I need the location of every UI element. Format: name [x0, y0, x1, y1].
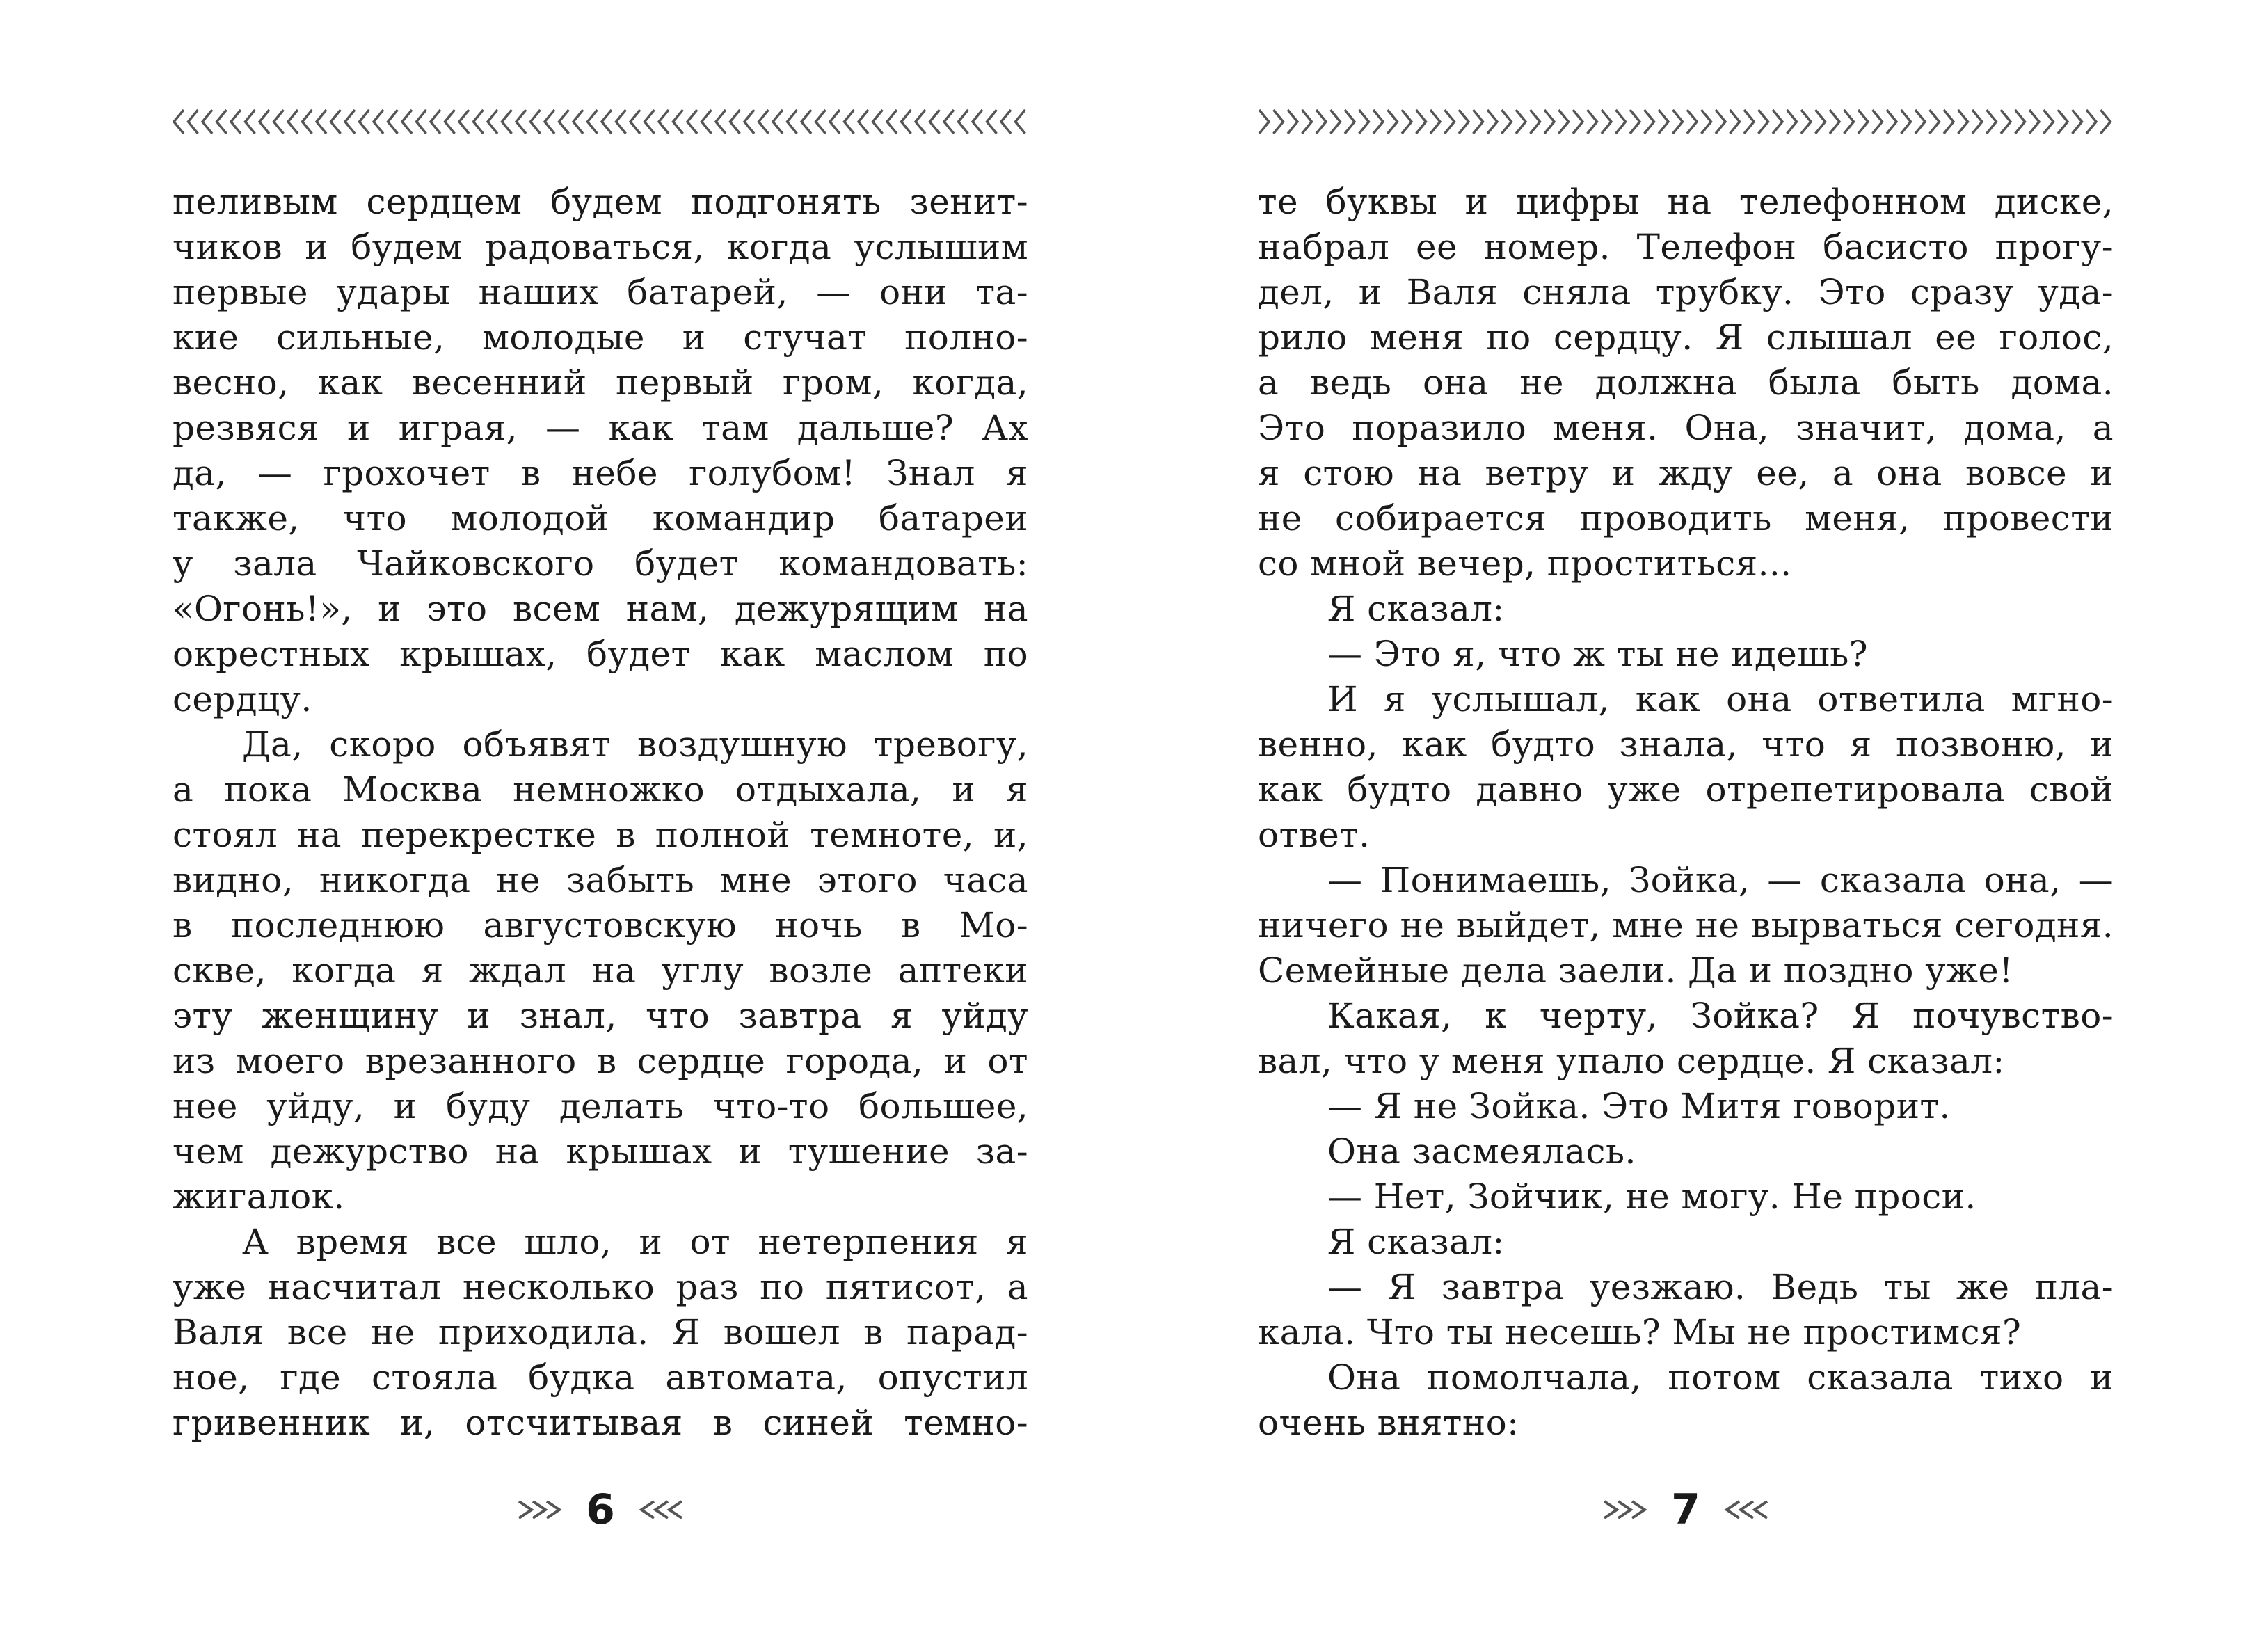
chevron-mark — [1531, 110, 1540, 134]
chevron-mark — [959, 110, 968, 134]
text-line: А время все шло, и от нетерпения я — [242, 1222, 1028, 1262]
chevron-mark — [488, 110, 497, 134]
text-line: — Это я, что ж ты не идешь? — [1327, 634, 1868, 674]
chevron-mark — [1630, 110, 1640, 134]
text-line: кала. Что ты несешь? Мы не простимся? — [1258, 1312, 2022, 1352]
text-line: сердцу. — [173, 679, 312, 719]
text-line: те буквы и цифры на телефонном диске, — [1258, 182, 2114, 222]
chevron-mark — [1359, 110, 1369, 134]
chevron-mark — [417, 110, 426, 134]
text-line: Она помолчала, потом сказала тихо и — [1327, 1357, 2114, 1398]
text-line: также, что молодой командир батареи — [173, 498, 1028, 538]
chevron-mark — [1887, 110, 1896, 134]
chevron-mark — [388, 110, 398, 134]
chevron-mark — [1830, 110, 1839, 134]
text-line: Это поразило меня. Она, значит, дома, а — [1258, 408, 2114, 448]
chevron-mark — [1302, 110, 1312, 134]
chevron-mark — [2101, 110, 2111, 134]
chevron-mark — [902, 110, 911, 134]
chevron-mark — [1487, 110, 1497, 134]
chevron-mark — [716, 110, 726, 134]
chevron-mark — [1402, 110, 1412, 134]
chevron-mark — [687, 110, 697, 134]
chevron-mark — [759, 110, 769, 134]
page-number: 6 — [586, 1485, 615, 1534]
chevron-mark — [1958, 110, 1968, 134]
chevron-mark — [873, 110, 883, 134]
chevron-mark — [231, 110, 241, 134]
chevron-mark — [502, 110, 512, 134]
text-line: — Я не Зойка. Это Митя говорит. — [1327, 1086, 1951, 1126]
chevron-mark — [402, 110, 412, 134]
text-line: скве, когда я ждал на углу возле аптеки — [173, 950, 1028, 991]
chevron-mark — [816, 110, 826, 134]
chevron-mark — [730, 110, 740, 134]
text-line: чиков и будем радоваться, когда услышим — [173, 227, 1028, 267]
chevron-mark — [2015, 110, 2025, 134]
text-line: ничего не выйдет, мне не вырваться сегодня. — [1258, 905, 2114, 945]
triple-chevron-right-icon — [516, 1496, 565, 1524]
chevron-mark — [317, 110, 326, 134]
text-line: И я услышал, как она ответила мгно- — [1327, 679, 2114, 719]
chevron-mark — [916, 110, 925, 134]
chevron-mark — [1274, 110, 1284, 134]
chevron-mark — [1474, 110, 1483, 134]
chevron-mark — [246, 110, 255, 134]
chevron-mark — [202, 110, 212, 134]
chevron-mark — [1373, 110, 1383, 134]
chevron-mark — [545, 110, 554, 134]
chevron-mark — [1559, 110, 1569, 134]
chevron-mark — [2001, 110, 2011, 134]
chevron-mark — [616, 110, 626, 134]
chevron-mark — [2073, 110, 2082, 134]
chevron-mark — [973, 110, 982, 134]
text-line: кие сильные, молодые и стучат полно- — [173, 317, 1028, 358]
chevron-mark — [1445, 110, 1455, 134]
chevron-mark — [1844, 110, 1854, 134]
chevron-mark — [1388, 110, 1398, 134]
chevron-mark — [274, 110, 284, 134]
text-line: вал, что у меня упало сердце. Я сказал: — [1258, 1041, 2005, 1081]
text-line: Она засмеялась. — [1327, 1131, 1636, 1172]
chevron-mark — [859, 110, 868, 134]
chevron-mark — [1416, 110, 1426, 134]
chevron-mark — [1602, 110, 1611, 134]
text-line: ное, где стояла будка автомата, опустил — [173, 1357, 1028, 1398]
text-line: резвяся и играя, — как там дальше? Ах — [173, 408, 1028, 448]
chevron-mark — [331, 110, 341, 134]
chevron-mark — [1801, 110, 1811, 134]
chevron-mark — [887, 110, 897, 134]
chevron-mark — [374, 110, 383, 134]
chevron-mark — [303, 110, 312, 134]
chevron-mark — [2058, 110, 2068, 134]
text-line: со мной вечер, проститься... — [1258, 543, 1792, 584]
chevron-mark — [1915, 110, 1925, 134]
text-line: Да, скоро объявят воздушную тревогу, — [242, 724, 1028, 765]
chevron-mark — [801, 110, 811, 134]
text-line: очень внятно: — [1258, 1403, 1519, 1443]
chevron-mark — [773, 110, 783, 134]
chevron-mark — [702, 110, 712, 134]
text-line: а ведь она не должна была быть дома. — [1258, 362, 2114, 403]
chevron-mark — [788, 110, 797, 134]
chevron-mark — [217, 110, 227, 134]
chevron-mark — [459, 110, 469, 134]
chevron-mark — [174, 110, 184, 134]
text-line: да, — грохочет в небе голубом! Знал я — [173, 453, 1028, 493]
chevron-mark — [2044, 110, 2054, 134]
triple-chevron-left-icon — [1721, 1496, 1770, 1524]
chevron-mark — [645, 110, 655, 134]
chevron-mark — [445, 110, 455, 134]
text-line: Семейные дела заели. Да и поздно уже! — [1258, 950, 2013, 991]
chevron-left-ornament-icon — [173, 104, 1028, 139]
text-line: я стою на ветру и жду ее, а она вовсе и — [1258, 453, 2114, 493]
chevron-mark — [1430, 110, 1440, 134]
chevron-mark — [531, 110, 541, 134]
left-page — [173, 0, 1028, 1644]
chevron-right-ornament-icon — [1258, 104, 2114, 139]
text-line: гривенник и, отсчитывая в синей темно- — [173, 1403, 1028, 1443]
text-line: венно, как будто знала, что я позвоню, и — [1258, 724, 2114, 765]
chevron-mark — [1673, 110, 1683, 134]
chevron-mark — [1544, 110, 1554, 134]
chevron-mark — [1316, 110, 1326, 134]
chevron-mark — [1944, 110, 1954, 134]
text-line: рило меня по сердцу. Я слышал ее голос, — [1258, 317, 2114, 358]
chevron-mark — [1345, 110, 1355, 134]
chevron-mark — [559, 110, 569, 134]
chevron-mark — [1901, 110, 1911, 134]
text-line: уже насчитал несколько раз по пятисот, а — [173, 1267, 1028, 1307]
chevron-mark — [987, 110, 997, 134]
text-line: — Я завтра уезжаю. Ведь ты же пла- — [1327, 1267, 2114, 1307]
text-line: в последнюю августовскую ночь в Мо- — [173, 905, 1028, 945]
chevron-mark — [1759, 110, 1768, 134]
page-number-footer — [173, 1482, 1028, 1538]
triple-chevron-right-icon — [1602, 1496, 1650, 1524]
text-line: весно, как весенний первый гром, когда, — [173, 362, 1028, 403]
chevron-mark — [1687, 110, 1697, 134]
text-line: как будто давно уже отрепетировала свой — [1258, 769, 2114, 810]
triple-chevron-left-icon — [636, 1496, 685, 1524]
text-line: пеливым сердцем будем подгонять зенит- — [173, 182, 1028, 222]
chevron-mark — [345, 110, 355, 134]
text-line: у зала Чайковского будет командовать: — [173, 543, 1028, 584]
chevron-mark — [1516, 110, 1526, 134]
text-line: Какая, к черту, Зойка? Я почувство- — [1327, 996, 2114, 1036]
chevron-mark — [1773, 110, 1782, 134]
chevron-mark — [1016, 110, 1025, 134]
chevron-mark — [845, 110, 854, 134]
chevron-mark — [1659, 110, 1668, 134]
chevron-mark — [1787, 110, 1797, 134]
left-page-text — [173, 179, 1028, 1446]
chevron-mark — [189, 110, 198, 134]
text-line: жигалок. — [173, 1176, 345, 1217]
chevron-mark — [1645, 110, 1654, 134]
chevron-mark — [474, 110, 484, 134]
chevron-mark — [1588, 110, 1597, 134]
chevron-mark — [1730, 110, 1740, 134]
chevron-mark — [1972, 110, 1982, 134]
chevron-mark — [930, 110, 940, 134]
text-line: — Нет, Зойчик, не могу. Не проси. — [1327, 1176, 1976, 1217]
text-line: эту женщину и знал, что завтра я уйду — [173, 996, 1028, 1036]
text-line: а пока Москва немножко отдыхала, и я — [173, 769, 1028, 810]
text-line: «Огонь!», и это всем нам, дежурящим на — [173, 589, 1028, 629]
chevron-mark — [1259, 110, 1269, 134]
chevron-mark — [1616, 110, 1626, 134]
chevron-mark — [1873, 110, 1883, 134]
chevron-mark — [1858, 110, 1868, 134]
chevron-mark — [360, 110, 369, 134]
text-line: видно, никогда не забыть мне этого часа — [173, 860, 1028, 900]
text-line: Я сказал: — [1327, 589, 1505, 629]
chevron-mark — [744, 110, 754, 134]
text-line: Я сказал: — [1327, 1222, 1505, 1262]
page-number-footer — [1258, 1482, 2114, 1538]
text-line: дел, и Валя сняла трубку. Это сразу уда- — [1258, 272, 2114, 312]
chevron-mark — [1716, 110, 1725, 134]
chevron-mark — [1930, 110, 1940, 134]
chevron-mark — [1702, 110, 1711, 134]
chevron-mark — [1816, 110, 1826, 134]
chevron-mark — [1744, 110, 1754, 134]
chevron-mark — [602, 110, 612, 134]
text-line: чем дежурство на крышах и тушение за- — [173, 1131, 1028, 1172]
text-line: нее уйду, и буду делать что-то большее, — [173, 1086, 1028, 1126]
text-line: окрестных крышах, будет как маслом по — [173, 634, 1028, 674]
chevron-mark — [1459, 110, 1469, 134]
chevron-mark — [588, 110, 598, 134]
text-line: первые удары наших батарей, — они та- — [173, 272, 1028, 312]
chevron-mark — [630, 110, 640, 134]
chevron-mark — [288, 110, 298, 134]
text-line: Валя все не приходила. Я вошел в парад- — [173, 1312, 1028, 1352]
chevron-mark — [1331, 110, 1341, 134]
text-line: из моего врезанного в сердце города, и от — [173, 1041, 1028, 1081]
chevron-mark — [1987, 110, 1997, 134]
chevron-mark — [2029, 110, 2039, 134]
chevron-mark — [659, 110, 669, 134]
chevron-mark — [516, 110, 526, 134]
chevron-mark — [2086, 110, 2096, 134]
text-line: набрал ее номер. Телефон басисто прогу- — [1258, 227, 2114, 267]
right-page-text — [1258, 179, 2114, 1446]
chevron-mark — [1001, 110, 1011, 134]
chevron-mark — [431, 110, 440, 134]
text-line: — Понимаешь, Зойка, — сказала она, — — [1327, 860, 2114, 900]
chevron-mark — [259, 110, 269, 134]
chevron-mark — [1573, 110, 1583, 134]
chevron-mark — [573, 110, 583, 134]
right-page — [1258, 0, 2114, 1644]
text-line: ответ. — [1258, 815, 1371, 855]
chevron-mark — [1502, 110, 1512, 134]
chevron-mark — [673, 110, 683, 134]
page-number: 7 — [1671, 1485, 1700, 1534]
text-line: не собирается проводить меня, провести — [1258, 498, 2114, 538]
chevron-mark — [944, 110, 954, 134]
chevron-mark — [830, 110, 840, 134]
chevron-mark — [1288, 110, 1297, 134]
text-line: стоял на перекрестке в полной темноте, и, — [173, 815, 1028, 855]
